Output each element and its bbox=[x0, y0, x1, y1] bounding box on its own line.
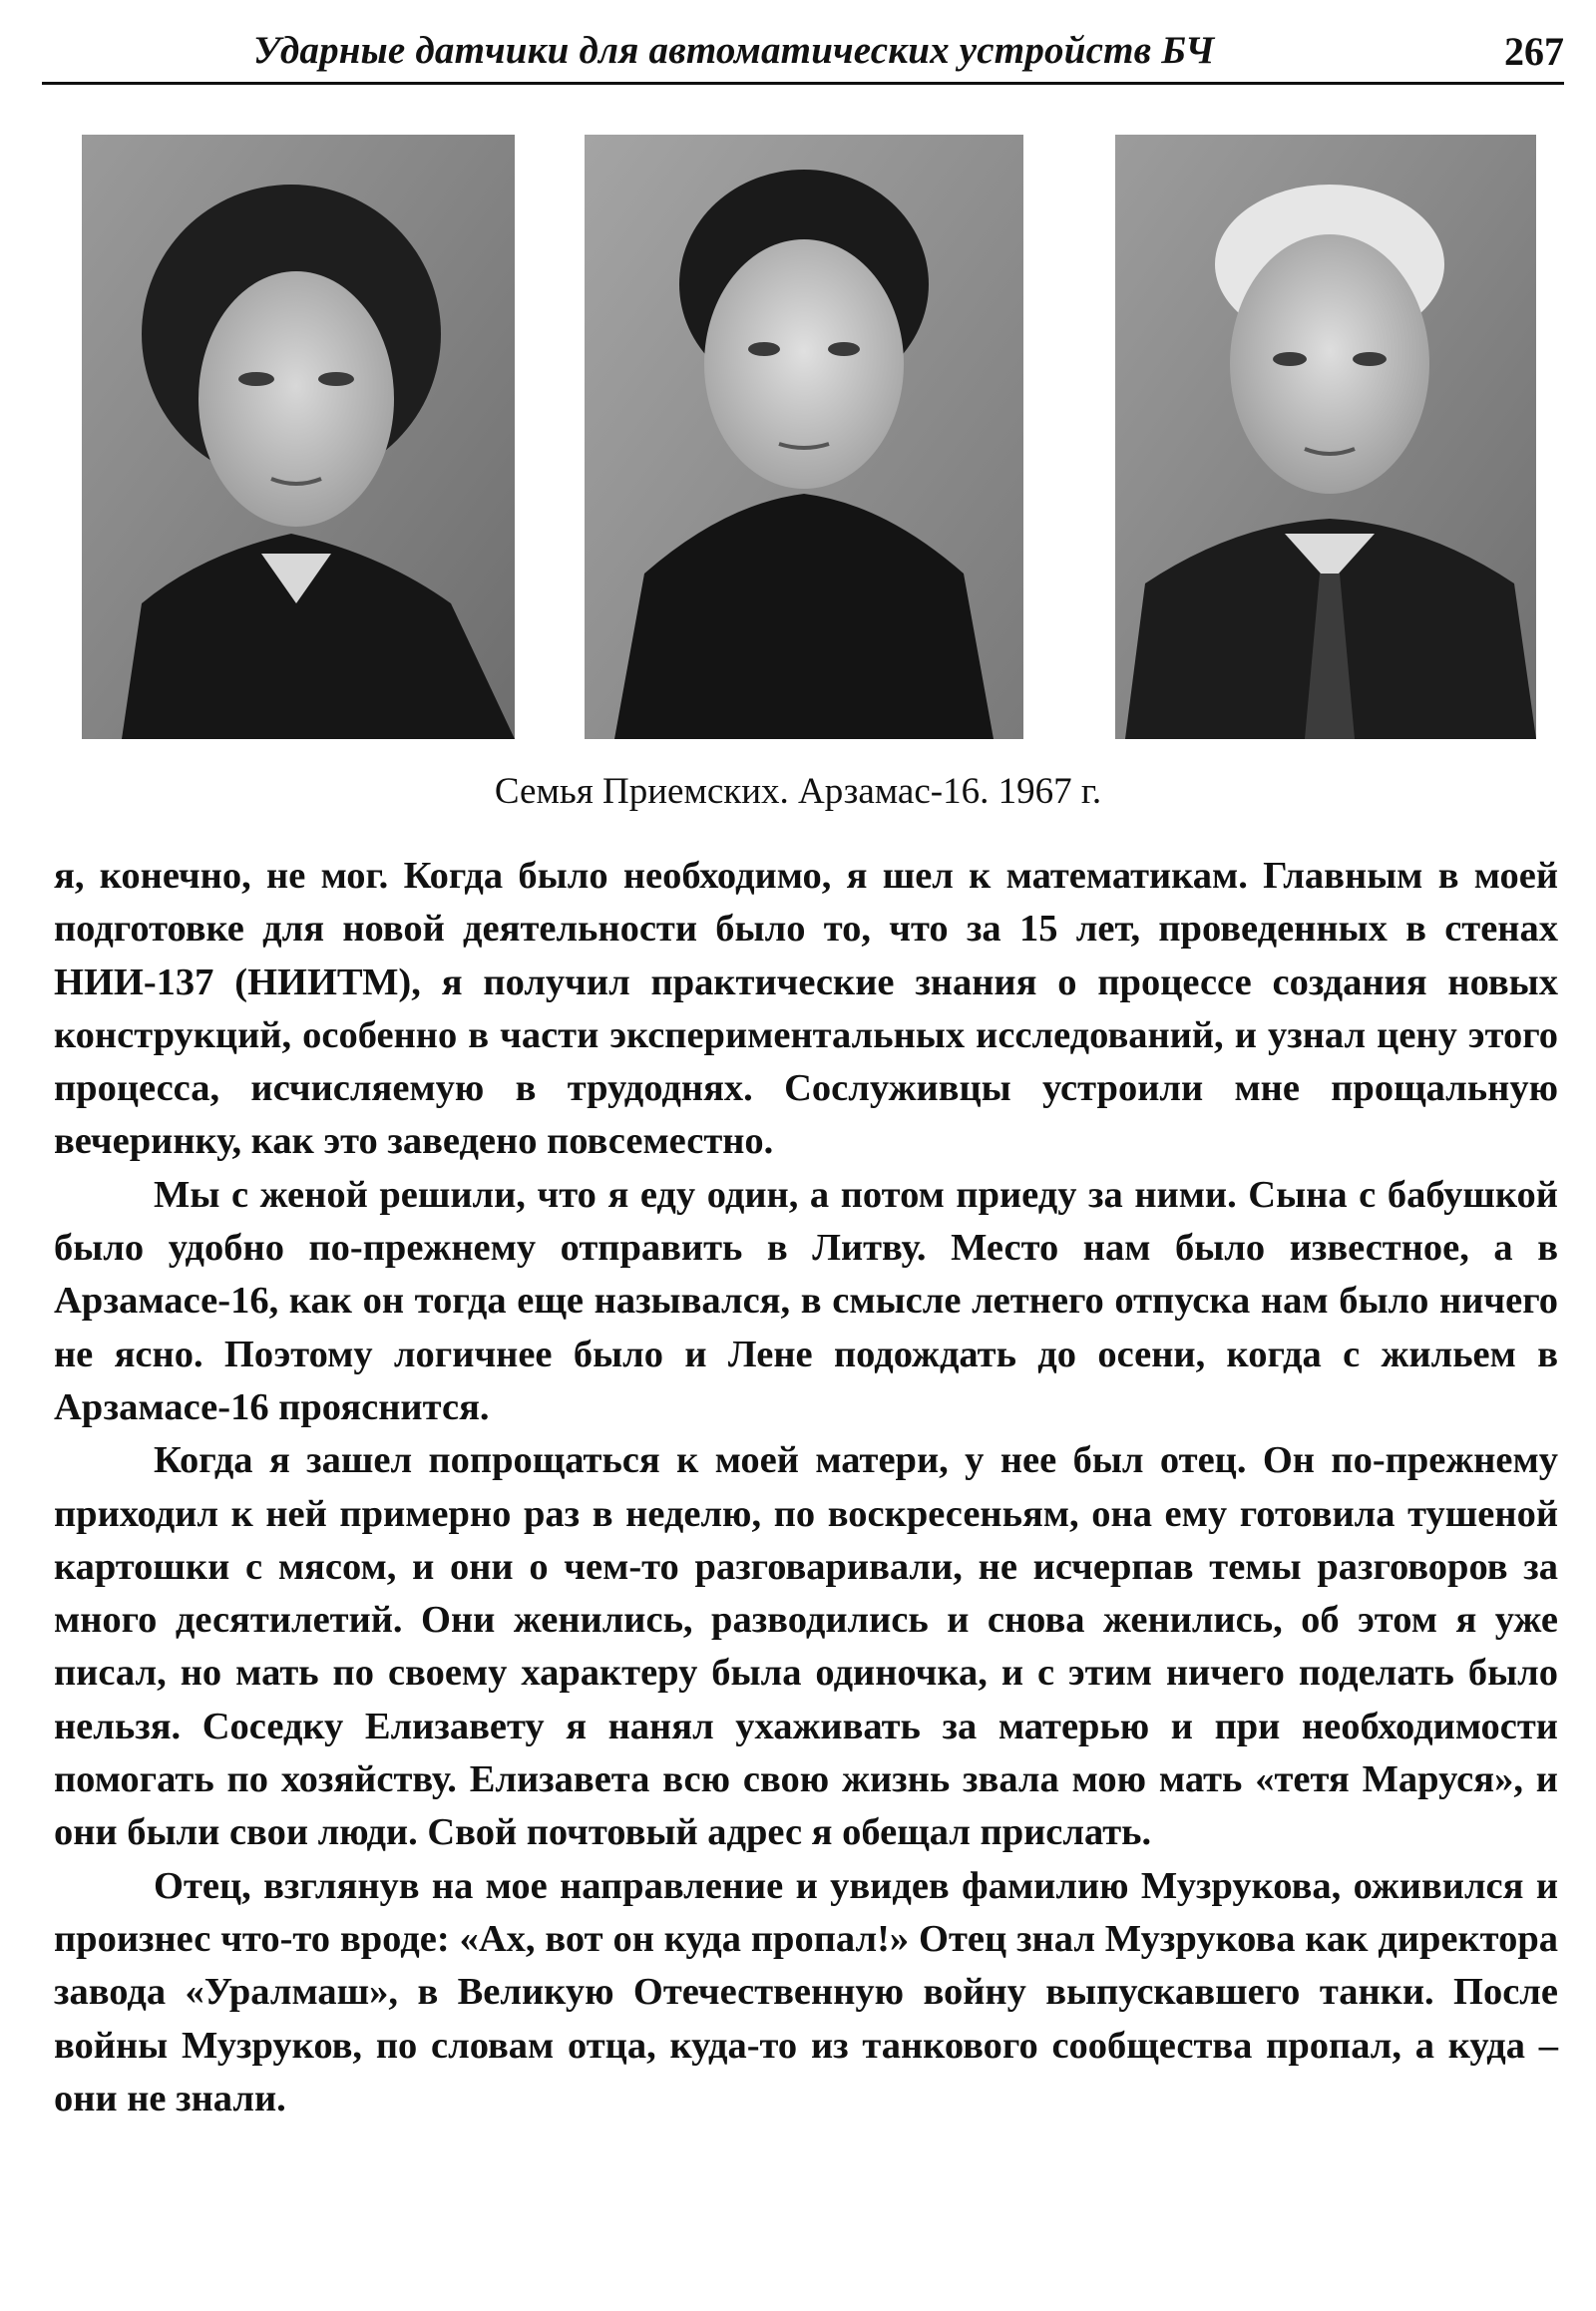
running-header bbox=[42, 22, 1564, 85]
photo-man-portrait bbox=[1115, 135, 1536, 739]
paragraph: Мы с женой решили, что я еду один, а потом приеду за ними. Сына с бабушкой было удобно по-прежнему отправить в Литву. Место нам было известное, а в Арзамасе-16, как он тогда еще назывался, в смысле летнего отпуска нам было ничего не ясно. Поэтому логичнее было и Лене подождать до осени, когда с жильем в Арзамасе-16 прояснится. bbox=[54, 1173, 1558, 1428]
body-text bbox=[54, 850, 1558, 2125]
photo-woman-portrait bbox=[82, 135, 515, 739]
photo-caption: Семья Приемских. Арзамас-16. 1967 г. bbox=[494, 771, 1102, 812]
running-header-title: Ударные датчики для автоматических устройств БЧ bbox=[253, 29, 1215, 72]
photo-boy-portrait bbox=[585, 135, 1023, 739]
paragraph: я, конечно, не мог. Когда было необходимо, я шел к математикам. Главным в моей подготовке для новой деятельности было то, что за 15 лет, проведенных в стенах НИИ-137 (НИИТМ), я получил практические знания о процессе создания новых конструкций, особенно в части экспериментальных исследований, и узнал цену этого процесса, исчисляемую в трудоднях. Сослуживцы устроили мне прощальную вечеринку, как это заведено повсеместно. bbox=[54, 855, 1558, 1163]
paragraph: Отец, взглянув на мое направление и увидев фамилию Музрукова, оживился и произнес что-то вроде: «Ах, вот он куда пропал!» Отец знал Музрукова как директора завода «Уралмаш», в Великую Отечественную войну выпускавшего танки. После войны Музруков, по словам отца, куда-то из танкового сообщества пропал, а куда – они не знали. bbox=[54, 1864, 1558, 2119]
paragraph: Когда я зашел попрощаться к моей матери, у нее был отец. Он по-прежнему приходил к ней примерно раз в неделю, по воскресеньям, она ему готовила тушеной картошки с мясом, и они о чем-то разговаривали, не исчерпав темы разговоров за много десятилетий. Они женились, разводились и снова женились, об этом я уже писал, но мать по своему характеру была одиночка, и с этим ничего поделать было нельзя. Соседку Елизавету я нанял ухаживать за матерью и при необходимости помогать по хозяйству. Елизавета всю свою жизнь звала мою мать «тетя Маруся», и они были свои люди. Свой почтовый адрес я обещал прислать. bbox=[54, 1439, 1558, 1854]
page-number: 267 bbox=[1504, 29, 1564, 74]
